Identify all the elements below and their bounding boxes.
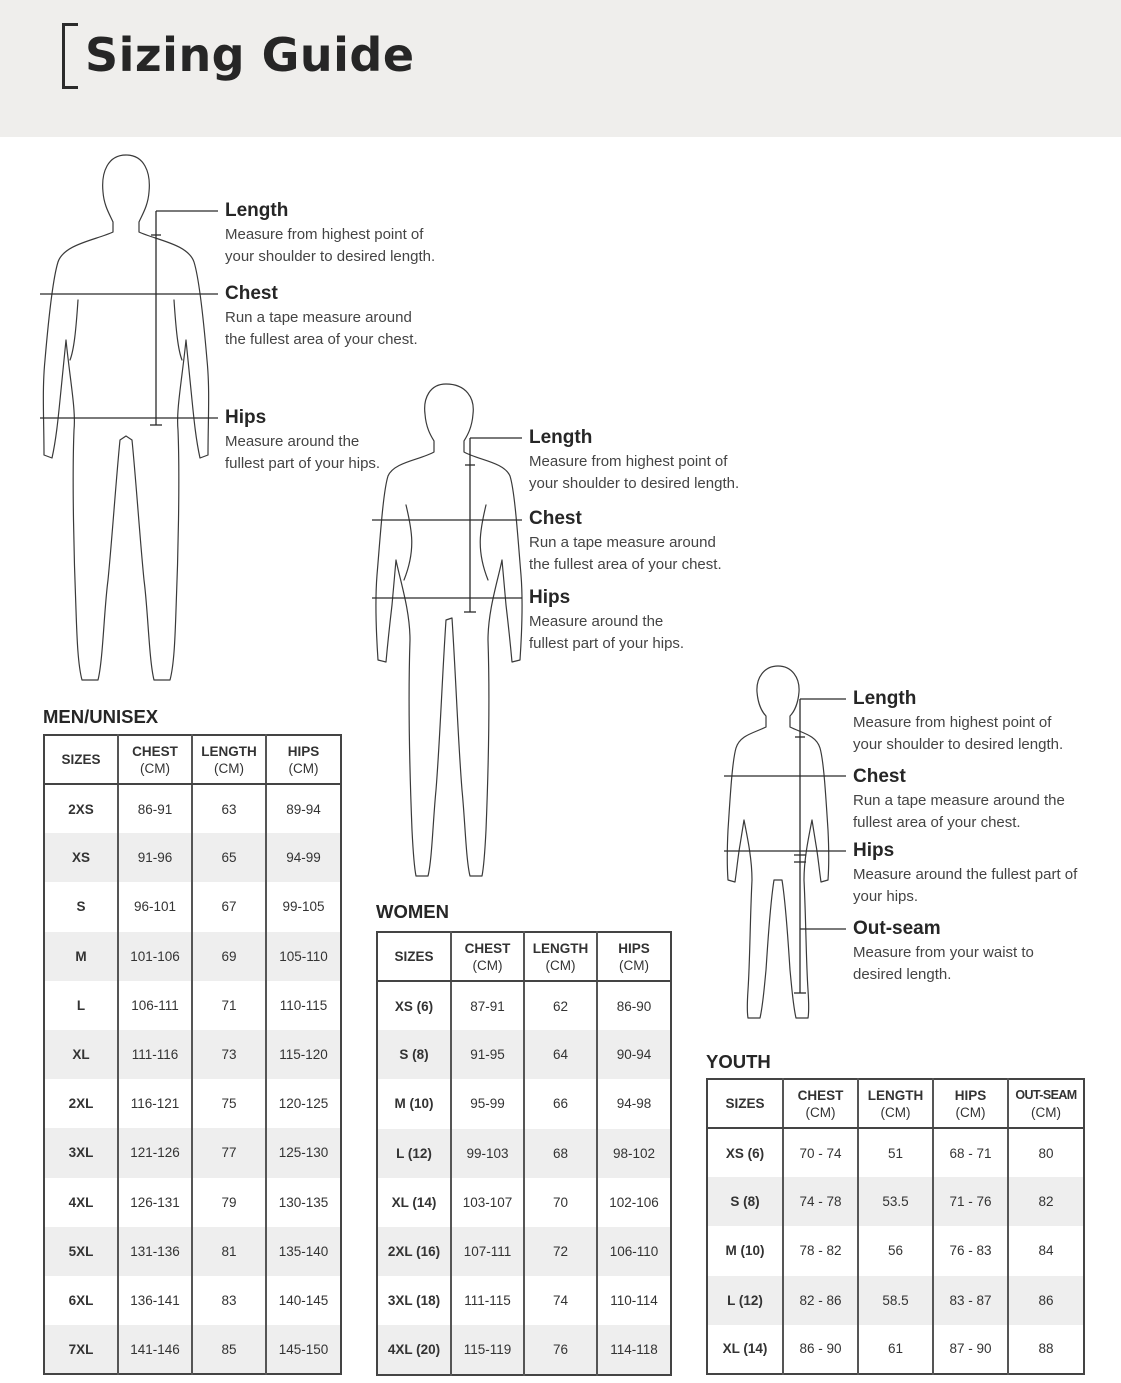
value-cell: 73 [192, 1030, 266, 1079]
value-cell: 107-111 [451, 1227, 524, 1276]
youth-header-hips: HIPS (CM) [933, 1079, 1008, 1128]
youth-length-title: Length [853, 688, 917, 709]
value-cell: 106-110 [597, 1227, 671, 1276]
value-cell: 86 - 90 [783, 1325, 858, 1374]
value-cell: 135-140 [266, 1227, 341, 1276]
table-row [377, 1276, 671, 1325]
table-row [377, 1079, 671, 1128]
value-cell: 82 - 86 [783, 1276, 858, 1325]
value-cell: 75 [192, 1079, 266, 1128]
youth-outseam-title: Out-seam [853, 918, 941, 939]
size-cell: XL (14) [722, 1341, 768, 1357]
youth-hips-desc: Measure around the fullest part of your hips. [853, 866, 1078, 905]
value-cell: 74 [524, 1276, 597, 1325]
value-cell: 61 [858, 1325, 933, 1374]
value-cell: 98-102 [597, 1129, 671, 1178]
value-cell: 71 [192, 981, 266, 1030]
men-header-sizes: SIZES [44, 735, 118, 784]
value-cell: 76 - 83 [933, 1226, 1008, 1275]
value-cell: 102-106 [597, 1178, 671, 1227]
value-cell: 77 [192, 1128, 266, 1177]
value-cell: 94-98 [597, 1079, 671, 1128]
size-cell: XS (6) [725, 1145, 765, 1161]
size-cell: M [44, 932, 118, 981]
table-row [707, 1276, 1084, 1325]
table-row [44, 833, 341, 882]
size-cell: L [76, 997, 86, 1013]
woman-length-callout [529, 427, 754, 494]
man-chest-desc: Run a tape measure around the fullest area of your chest. [225, 309, 418, 348]
youth-label: YOUTH [706, 1051, 771, 1072]
women-header-hips: HIPS (CM) [597, 932, 671, 981]
table-row [44, 932, 341, 981]
size-cell: 7XL [44, 1325, 118, 1374]
value-cell: 76 [524, 1325, 597, 1374]
size-cell: 4XL [68, 1194, 94, 1210]
value-cell: 68 - 71 [933, 1128, 1008, 1177]
value-cell: 114-118 [597, 1325, 671, 1374]
size-cell: L (12) [707, 1276, 783, 1325]
value-cell: 110-114 [597, 1276, 671, 1325]
men-header-chest: CHEST (CM) [118, 735, 192, 784]
size-cell: 6XL [68, 1292, 94, 1308]
youth-chest-callout [853, 766, 1078, 833]
value-cell: 85 [192, 1325, 266, 1374]
value-cell: 84 [1008, 1226, 1084, 1275]
value-cell: 145-150 [266, 1325, 341, 1374]
men-unisex-label: MEN/UNISEX [43, 706, 159, 727]
table-row [44, 1178, 341, 1227]
size-cell: S (8) [377, 1030, 451, 1079]
youth-length-callout [853, 688, 1078, 755]
value-cell: 111-115 [451, 1276, 524, 1325]
value-cell: 140-145 [266, 1276, 341, 1325]
value-cell: 126-131 [118, 1178, 192, 1227]
woman-hips-callout [529, 587, 694, 654]
man-length-title: Length [225, 200, 289, 221]
value-cell: 74 - 78 [783, 1177, 858, 1226]
size-cell: 3XL (18) [387, 1293, 441, 1309]
value-cell: 101-106 [118, 932, 192, 981]
value-cell: 81 [192, 1227, 266, 1276]
value-cell: 91-96 [118, 833, 192, 882]
men-header-hips: HIPS (CM) [266, 735, 341, 784]
woman-chest-title: Chest [529, 508, 582, 529]
value-cell: 51 [858, 1128, 933, 1177]
man-chest-callout [225, 283, 425, 350]
man-chest-title: Chest [225, 283, 278, 304]
youth-header-sizes: SIZES [707, 1079, 783, 1128]
woman-chest-callout [529, 508, 729, 575]
size-cell: S (8) [707, 1177, 783, 1226]
table-row [44, 784, 341, 833]
man-length-callout [225, 200, 450, 267]
size-cell: XS [44, 833, 118, 882]
value-cell: 111-116 [118, 1030, 192, 1079]
woman-figure-icon [376, 384, 522, 876]
value-cell: 96-101 [118, 882, 192, 931]
value-cell: 86-91 [118, 784, 192, 833]
table-row [44, 1227, 341, 1276]
youth-hips-title: Hips [853, 840, 895, 861]
value-cell: 70 - 74 [783, 1128, 858, 1177]
youth-outseam-desc: Measure from your waist to desired length. [853, 944, 1034, 983]
size-cell: 3XL [44, 1128, 118, 1177]
table-row [377, 1030, 671, 1079]
woman-length-title: Length [529, 427, 593, 448]
value-cell: 68 [524, 1129, 597, 1178]
value-cell: 58.5 [858, 1276, 933, 1325]
youth-figure-icon [727, 666, 829, 1018]
value-cell: 71 - 76 [933, 1177, 1008, 1226]
value-cell: 110-115 [266, 981, 341, 1030]
youth-header-outseam: OUT-SEAM (CM) [1008, 1079, 1084, 1128]
table-row [44, 1325, 341, 1374]
man-hips-title: Hips [225, 407, 267, 428]
value-cell: 103-107 [451, 1178, 524, 1227]
value-cell: 80 [1008, 1128, 1084, 1177]
size-cell: M (10) [394, 1096, 434, 1112]
value-cell: 125-130 [266, 1128, 341, 1177]
value-cell: 82 [1008, 1177, 1084, 1226]
value-cell: 78 - 82 [783, 1226, 858, 1275]
value-cell: 141-146 [118, 1325, 192, 1374]
women-label: WOMEN [376, 901, 449, 922]
value-cell: 83 - 87 [933, 1276, 1008, 1325]
value-cell: 56 [858, 1226, 933, 1275]
size-cell: XL [44, 1030, 118, 1079]
women-size-table [376, 931, 672, 1376]
man-hips-callout [225, 407, 390, 474]
woman-hips-title: Hips [529, 587, 571, 608]
table-row [377, 1325, 671, 1374]
size-cell: M (10) [725, 1243, 765, 1259]
table-row [707, 1128, 1084, 1177]
value-cell: 87-91 [451, 981, 524, 1030]
value-cell: 53.5 [858, 1177, 933, 1226]
table-row [44, 1030, 341, 1079]
youth-chest-desc: Run a tape measure around the fullest area of your chest. [853, 792, 1065, 831]
value-cell: 67 [192, 882, 266, 931]
size-cell: 2XL [68, 1096, 94, 1112]
table-row [377, 1178, 671, 1227]
woman-length-desc: Measure from highest point of your shoulder to desired length. [529, 453, 740, 492]
value-cell: 90-94 [597, 1030, 671, 1079]
table-row [707, 1325, 1084, 1374]
value-cell: 99-103 [451, 1129, 524, 1178]
size-cell: 2XL (16) [377, 1227, 451, 1276]
value-cell: 105-110 [266, 932, 341, 981]
value-cell: 130-135 [266, 1178, 341, 1227]
value-cell: 86-90 [597, 981, 671, 1030]
table-row [44, 882, 341, 931]
man-length-desc: Measure from highest point of your shoulder to desired length. [225, 226, 436, 265]
size-cell: XS (6) [394, 998, 434, 1014]
value-cell: 115-119 [451, 1325, 524, 1374]
value-cell: 72 [524, 1227, 597, 1276]
table-row [707, 1226, 1084, 1275]
size-cell: 5XL [44, 1227, 118, 1276]
table-row [44, 981, 341, 1030]
youth-length-desc: Measure from highest point of your shoulder to desired length. [853, 714, 1064, 753]
value-cell: 87 - 90 [933, 1325, 1008, 1374]
women-header-chest: CHEST (CM) [451, 932, 524, 981]
size-cell: 4XL (20) [377, 1325, 451, 1374]
size-cell: L (12) [377, 1129, 451, 1178]
size-cell: XL (14) [391, 1194, 437, 1210]
value-cell: 136-141 [118, 1276, 192, 1325]
table-row [377, 1129, 671, 1178]
value-cell: 63 [192, 784, 266, 833]
table-row [707, 1177, 1084, 1226]
value-cell: 95-99 [451, 1079, 524, 1128]
value-cell: 121-126 [118, 1128, 192, 1177]
youth-outseam-callout [853, 918, 1053, 985]
value-cell: 115-120 [266, 1030, 341, 1079]
value-cell: 88 [1008, 1325, 1084, 1374]
value-cell: 94-99 [266, 833, 341, 882]
value-cell: 89-94 [266, 784, 341, 833]
value-cell: 106-111 [118, 981, 192, 1030]
women-header-sizes: SIZES [377, 932, 451, 981]
men-header-length: LENGTH (CM) [192, 735, 266, 784]
youth-size-table [706, 1078, 1085, 1375]
value-cell: 99-105 [266, 882, 341, 931]
youth-header-length: LENGTH (CM) [858, 1079, 933, 1128]
table-row [377, 981, 671, 1030]
man-hips-desc: Measure around the fullest part of your hips. [225, 433, 381, 472]
table-row [377, 1227, 671, 1276]
woman-chest-desc: Run a tape measure around the fullest area of your chest. [529, 534, 722, 573]
value-cell: 62 [524, 981, 597, 1030]
men-size-table [43, 734, 342, 1375]
value-cell: 65 [192, 833, 266, 882]
value-cell: 120-125 [266, 1079, 341, 1128]
youth-chest-title: Chest [853, 766, 906, 787]
value-cell: 70 [524, 1178, 597, 1227]
value-cell: 86 [1008, 1276, 1084, 1325]
value-cell: 66 [524, 1079, 597, 1128]
table-row [44, 1128, 341, 1177]
table-row [44, 1079, 341, 1128]
youth-hips-callout [853, 840, 1078, 907]
value-cell: 83 [192, 1276, 266, 1325]
value-cell: 79 [192, 1178, 266, 1227]
size-cell: S [76, 899, 86, 915]
page-title: Sizing Guide [85, 28, 415, 82]
size-cell: 2XS [68, 801, 94, 817]
value-cell: 64 [524, 1030, 597, 1079]
value-cell: 131-136 [118, 1227, 192, 1276]
woman-hips-desc: Measure around the fullest part of your hips. [529, 613, 685, 652]
table-row [44, 1276, 341, 1325]
value-cell: 91-95 [451, 1030, 524, 1079]
women-header-length: LENGTH (CM) [524, 932, 597, 981]
value-cell: 116-121 [118, 1079, 192, 1128]
value-cell: 69 [192, 932, 266, 981]
youth-header-chest: CHEST (CM) [783, 1079, 858, 1128]
